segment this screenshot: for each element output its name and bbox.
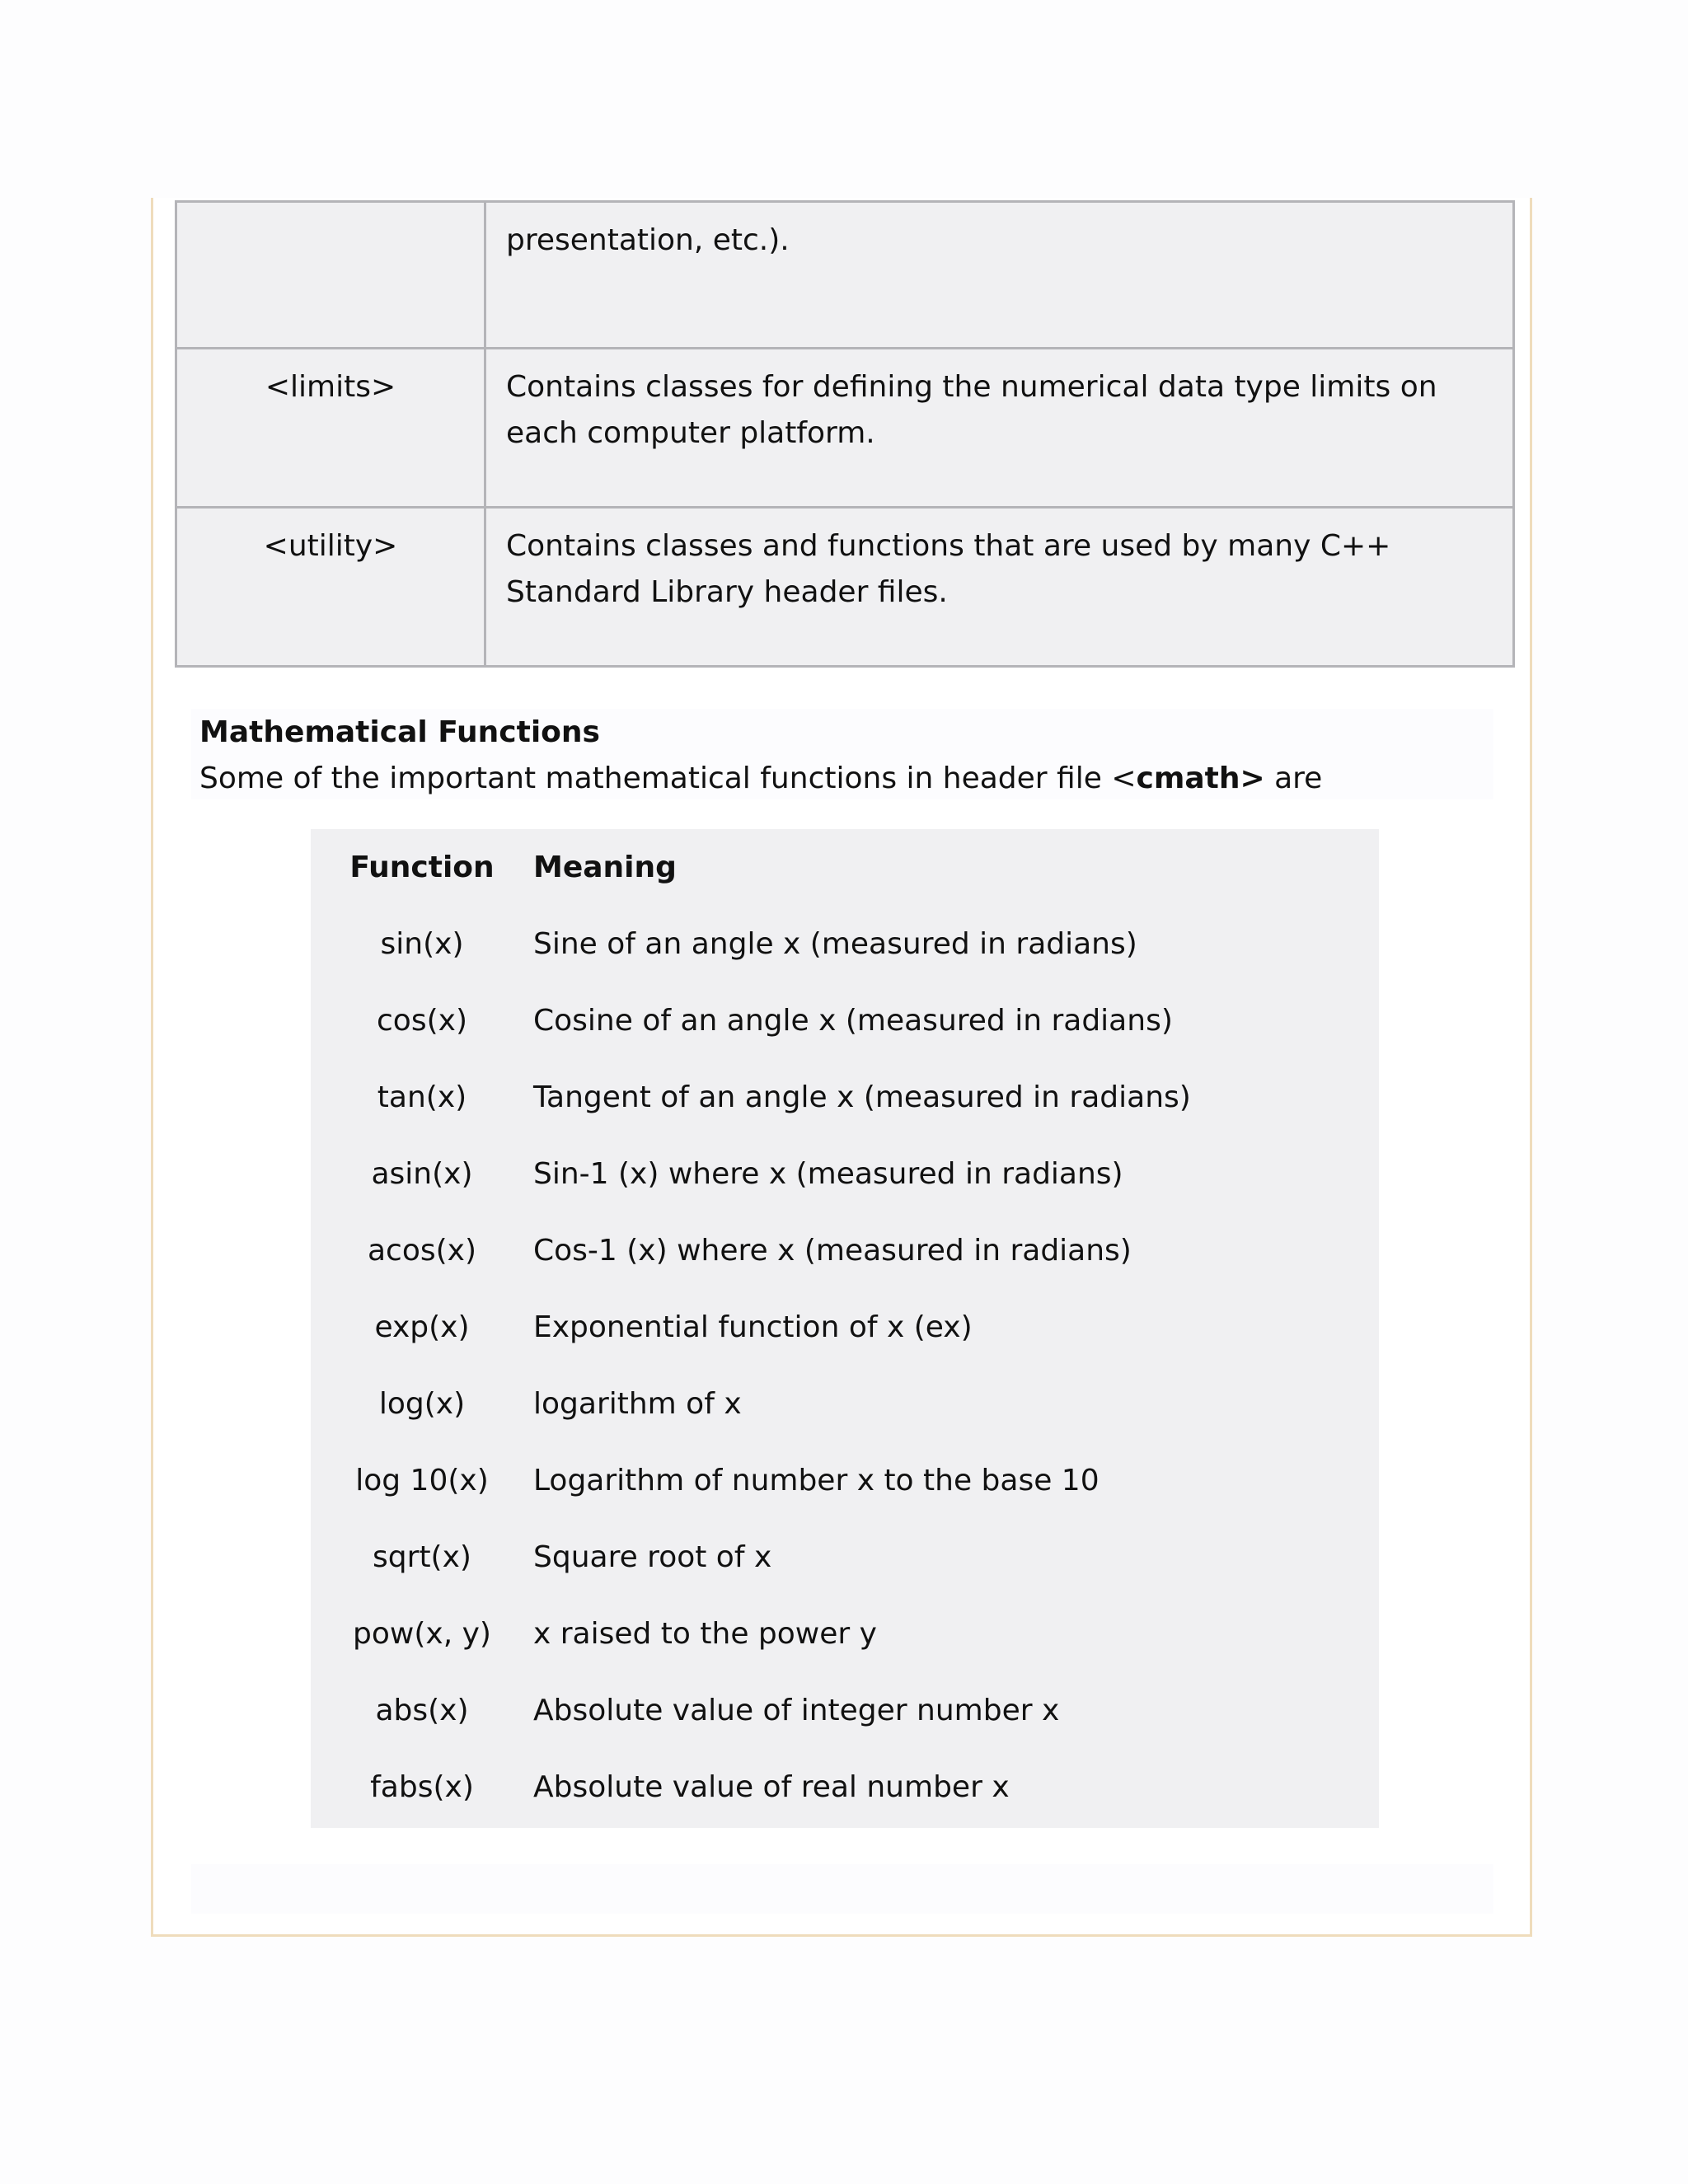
header-name-cell: <utility>: [176, 508, 485, 667]
function-cell: exp(x): [374, 1310, 470, 1344]
table-row: [311, 1749, 1379, 1825]
meaning-cell: Absolute value of integer number x: [533, 1694, 1060, 1727]
function-cell: asin(x): [371, 1157, 473, 1191]
function-cell: pow(x, y): [353, 1617, 491, 1651]
function-cell: sqrt(x): [373, 1540, 471, 1574]
meaning-cell: Exponential function of x (ex): [533, 1310, 973, 1344]
meaning-cell: Cosine of an angle x (measured in radians): [533, 1004, 1173, 1038]
header-name-cell: [176, 202, 485, 349]
meaning-cell: logarithm of x: [533, 1387, 742, 1421]
column-header-function: Function: [349, 851, 495, 884]
header-description-cell: Contains classes for defining the numerical data type limits on each computer platform.: [485, 349, 1514, 508]
table-row: [311, 1136, 1379, 1212]
function-cell: abs(x): [375, 1694, 469, 1727]
table-row: [311, 906, 1379, 982]
meaning-cell: Cos-1 (x) where x (measured in radians): [533, 1234, 1132, 1268]
column-header-meaning: Meaning: [533, 851, 677, 884]
header-description-cell: presentation, etc.).: [485, 202, 1514, 349]
table-row: [311, 1212, 1379, 1289]
meaning-cell: Sin-1 (x) where x (measured in radians): [533, 1157, 1123, 1191]
table-row: [176, 508, 1514, 667]
function-cell: acos(x): [367, 1234, 477, 1268]
math-functions-table: [311, 829, 1379, 1825]
header-name-cell: <limits>: [176, 349, 485, 508]
table-header-row: [311, 829, 1379, 906]
meaning-cell: Logarithm of number x to the base 10: [533, 1464, 1100, 1497]
table-row: [311, 1672, 1379, 1749]
table-row: [311, 1289, 1379, 1366]
header-description-cell: Contains classes and functions that are used by many C++ Standard Library header files.: [485, 508, 1514, 667]
table-row: [311, 1596, 1379, 1672]
section-title: Mathematical Functions: [199, 715, 600, 749]
function-cell: sin(x): [380, 927, 464, 961]
table-row: [176, 202, 1514, 349]
section-intro: [199, 760, 1322, 798]
table-row: [311, 1366, 1379, 1442]
meaning-cell: Absolute value of real number x: [533, 1770, 1010, 1804]
table-row: [311, 982, 1379, 1059]
function-cell: tan(x): [377, 1080, 467, 1114]
intro-text-bold: cmath>: [1136, 762, 1265, 795]
function-cell: fabs(x): [370, 1770, 474, 1804]
function-cell: cos(x): [377, 1004, 467, 1038]
table-row: [311, 1519, 1379, 1596]
table-row: [176, 349, 1514, 508]
table-row: [311, 1442, 1379, 1519]
meaning-cell: Tangent of an angle x (measured in radians): [533, 1080, 1191, 1114]
intro-text-end: are: [1264, 762, 1323, 795]
intro-text-start: Some of the important mathematical functions in header file <: [199, 762, 1137, 795]
function-cell: log(x): [378, 1387, 466, 1421]
header-files-table: [175, 200, 1515, 668]
function-cell: log 10(x): [355, 1464, 489, 1497]
meaning-cell: Sine of an angle x (measured in radians): [533, 927, 1137, 961]
bottom-background: [191, 1864, 1493, 1914]
table-row: [311, 1059, 1379, 1136]
meaning-cell: Square root of x: [533, 1540, 772, 1574]
meaning-cell: x raised to the power y: [533, 1617, 877, 1651]
